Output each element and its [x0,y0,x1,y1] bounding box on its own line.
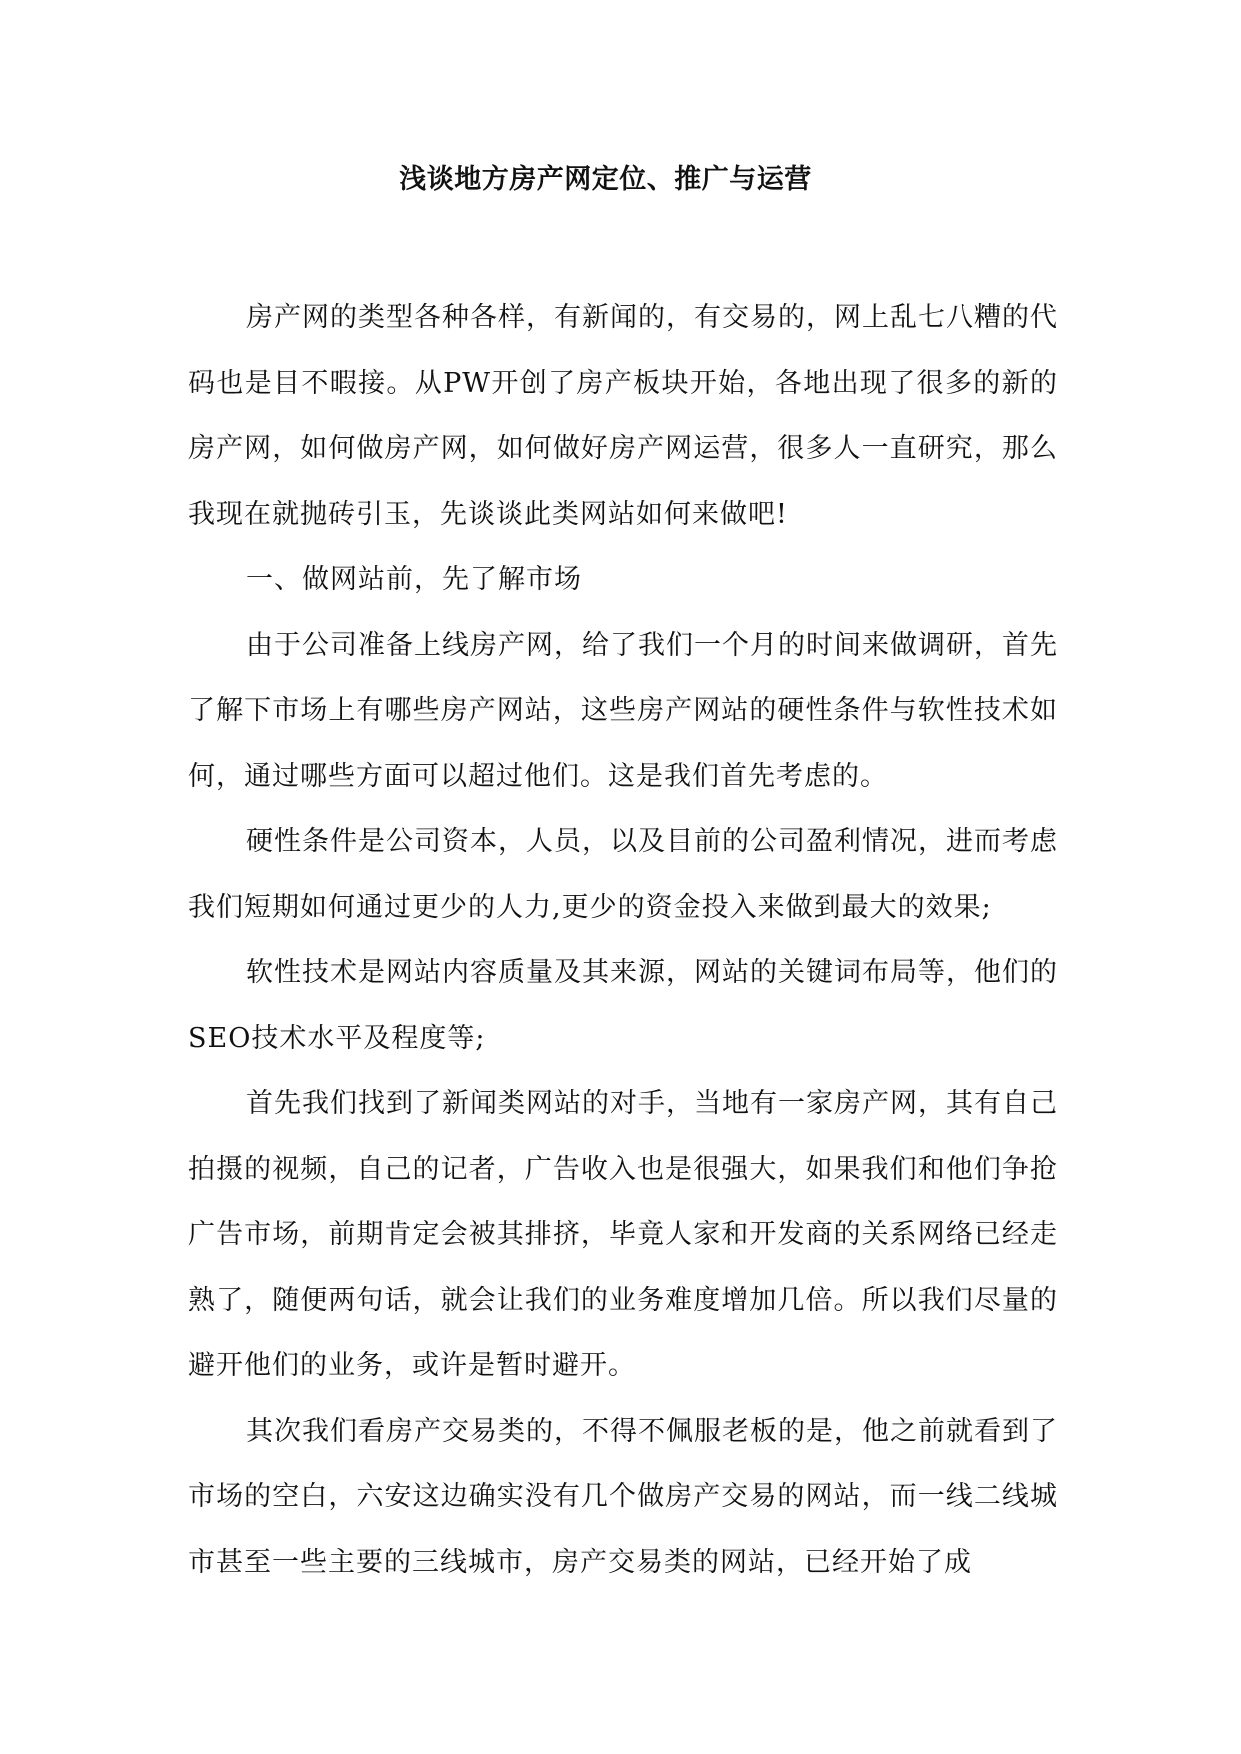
section-heading-market: 一、做网站前，先了解市场 [246,564,582,595]
paragraph-hard-conditions: 硬性条件是公司资本，人员，以及目前的公司盈利情况，进而考虑我们短期如何通过更少的人力,更少的资金投入来做到最大的效果; [188,826,1058,923]
paragraph-intro: 房产网的类型各种各样，有新闻的，有交易的，网上乱七八糟的代码也是目不暇接。从PW开创了房产板块开始，各地出现了很多的新的房产网，如何做房产网，如何做好房产网运营，很多人一直研究，那么我现在就抛砖引玉，先谈谈此类网站如何来做吧! [188,302,1058,530]
document-body [188,285,1058,1595]
paragraph-trading-sites: 其次我们看房产交易类的，不得不佩服老板的是，他之前就看到了市场的空白，六安这边确实没有几个做房产交易的网站，而一线二线城市甚至一些主要的三线城市，房产交易类的网站，已经开始了成 [188,1415,1058,1578]
paragraph-research: 由于公司准备上线房产网，给了我们一个月的时间来做调研，首先了解下市场上有哪些房产网站，这些房产网站的硬性条件与软性技术如何，通过哪些方面可以超过他们。这是我们首先考虑的。 [188,629,1058,792]
paragraph-soft-skills: 软性技术是网站内容质量及其来源，网站的关键词布局等，他们的SEO技术水平及程度等; [188,957,1058,1054]
document-title: 浅谈地方房产网定位、推广与运营 [399,164,812,195]
paragraph-news-competitor: 首先我们找到了新闻类网站的对手，当地有一家房产网，其有自己拍摄的视频，自己的记者，广告收入也是很强大，如果我们和他们争抢广告市场，前期肯定会被其排挤，毕竟人家和开发商的关系网络已经走熟了，随便两句话，就会让我们的业务难度增加几倍。所以我们尽量的避开他们的业务，或许是暂时避开。 [188,1088,1058,1381]
